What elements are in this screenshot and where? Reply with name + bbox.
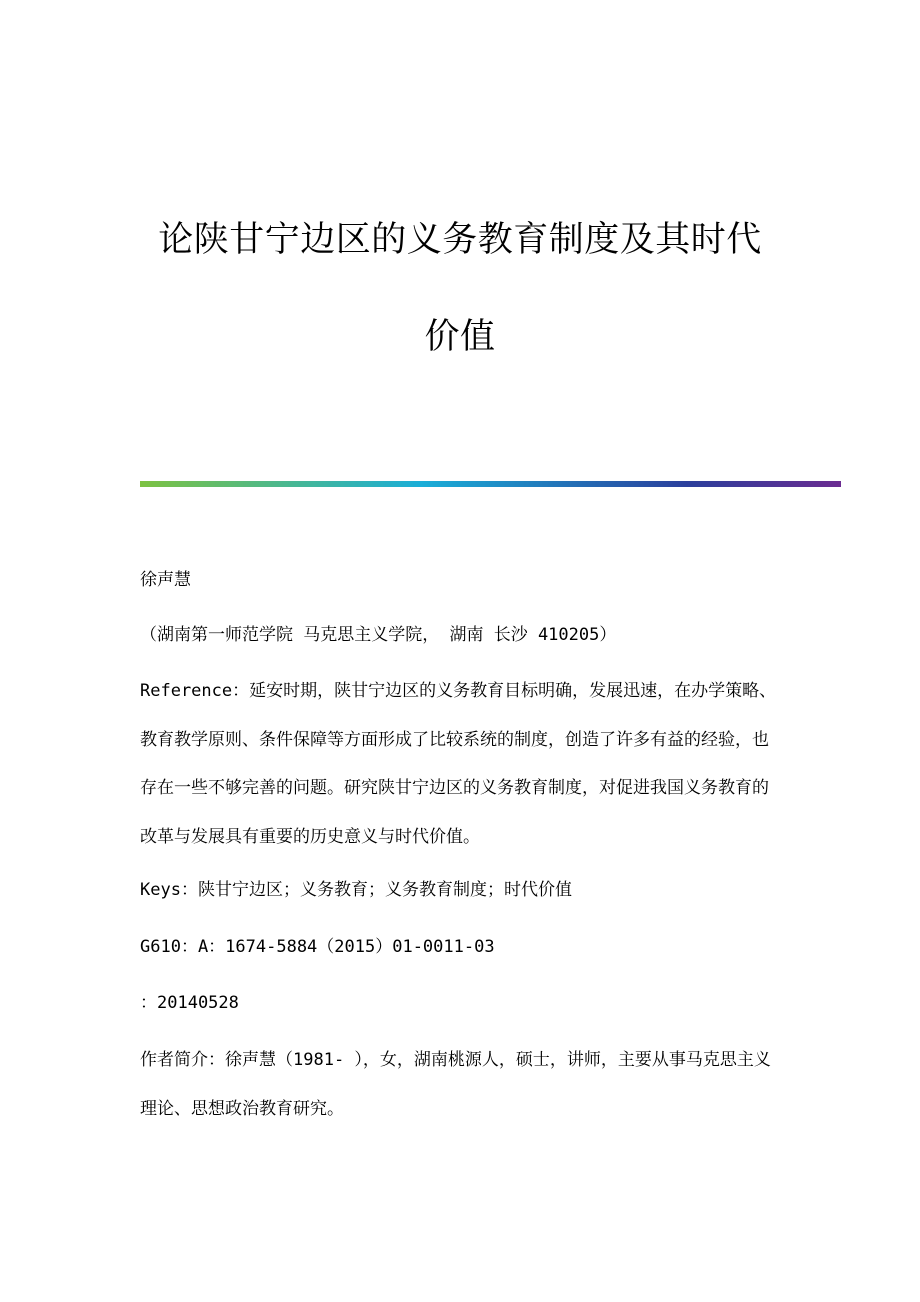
- author-bio: 作者简介：徐声慧（1981- ），女，湖南桃源人，硕士，讲师，主要从事马克思主义理论、思想政治教育研究。: [140, 1050, 771, 1119]
- classification-code: G610：A：1674-5884（2015）01-0011-03: [140, 937, 495, 957]
- keywords-line: Keys：陕甘宁边区；义务教育；义务教育制度；时代价值: [140, 880, 572, 900]
- document-title-line-1: 论陕甘宁边区的义务教育制度及其时代: [158, 220, 762, 260]
- document-title-line-2: 价值: [424, 317, 496, 357]
- abstract-text: Reference：延安时期，陕甘宁边区的义务教育目标明确，发展迅速，在办学策略、教育教学原则、条件保障等方面形成了比较系统的制度，创造了许多有益的经验，也存在一些不够完善的问题。研究陕甘宁边区的义务教育制度，对促进我国义务教育的改革与发展具有重要的历史意义与时代价值。: [140, 681, 777, 847]
- title-divider: [140, 481, 841, 487]
- author-name: 徐声慧: [140, 570, 191, 590]
- received-date: ：20140528: [140, 993, 239, 1013]
- author-affiliation: （湖南第一师范学院 马克思主义学院， 湖南 长沙 410205）: [140, 625, 617, 645]
